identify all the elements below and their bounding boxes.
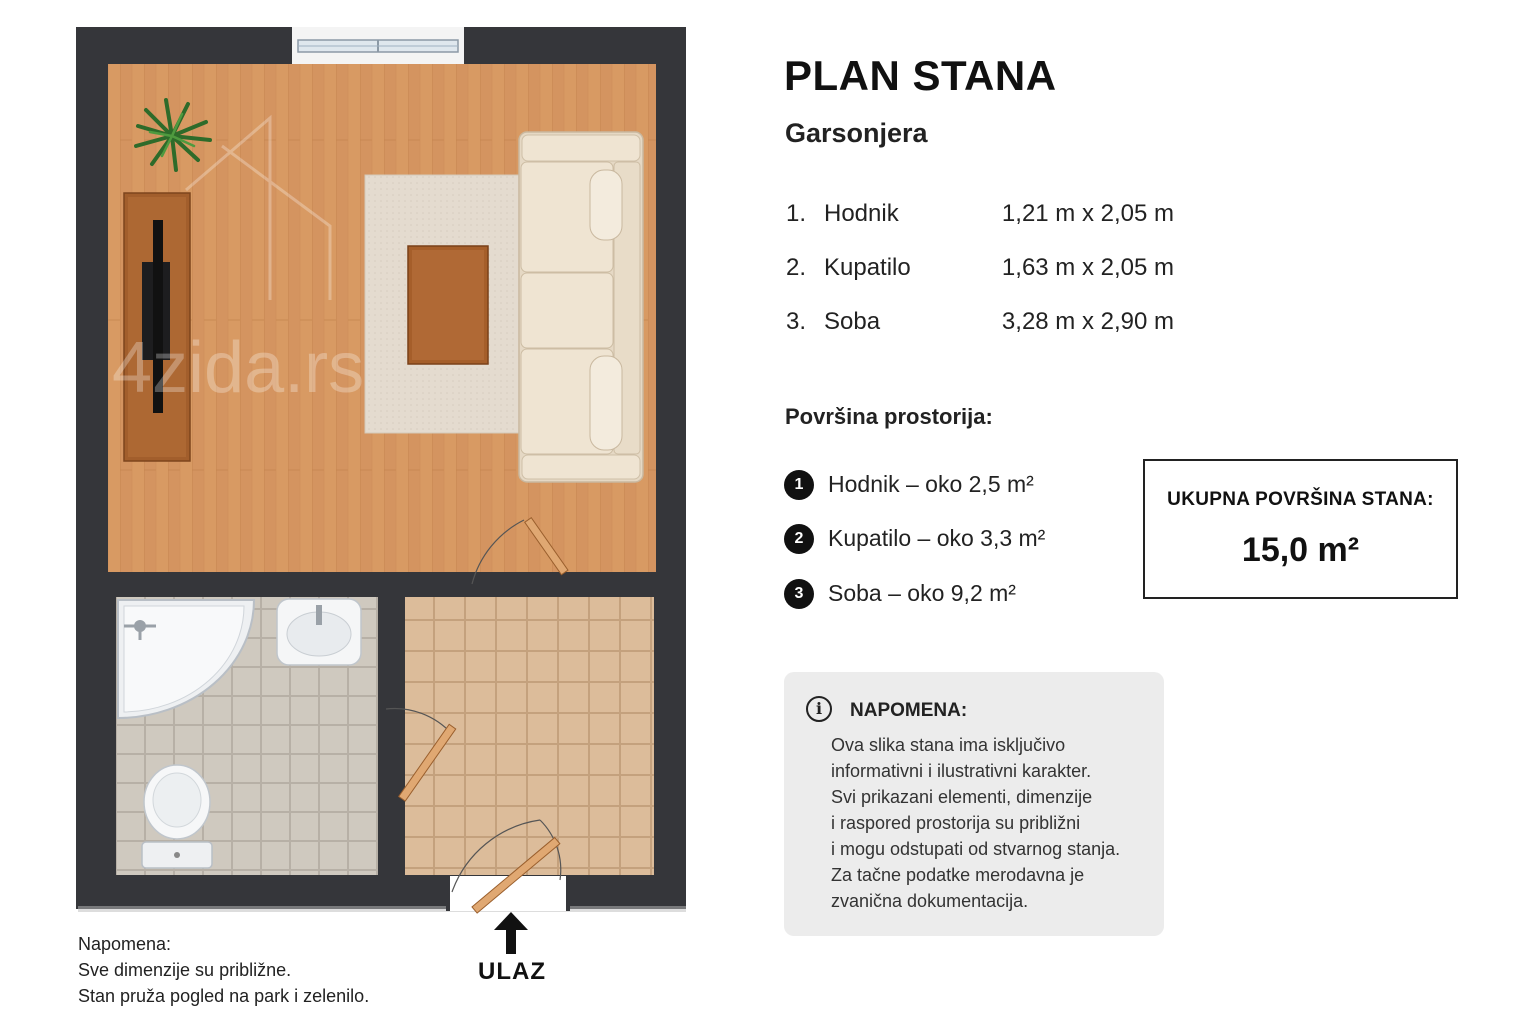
area-text: Soba – oko 9,2 m²	[828, 580, 1016, 606]
note-box	[784, 672, 1164, 936]
area-row	[784, 523, 1114, 555]
dimension-row	[786, 308, 1186, 338]
dimension-room: Hodnik	[824, 200, 899, 227]
dimension-number: 2.	[786, 254, 807, 281]
note-title: NAPOMENA:	[850, 700, 968, 721]
dimension-row	[786, 200, 1186, 230]
note-line: i raspored prostorija su približni	[831, 813, 1081, 833]
total-area-box	[1143, 459, 1458, 599]
total-area-label: UKUPNA POVRŠINA STANA:	[1167, 489, 1434, 510]
dimension-value: 1,21 m x 2,05 m	[1001, 200, 1174, 227]
dimension-room: Kupatilo	[824, 254, 911, 281]
note-line: informativni i ilustrativni karakter.	[831, 761, 1092, 781]
info-icon: i	[806, 696, 832, 722]
bottom-note-line: Napomena:	[78, 934, 172, 954]
area-row	[784, 578, 1114, 610]
tv-stand	[124, 193, 190, 461]
dimension-value: 3,28 m x 2,90 m	[1001, 308, 1174, 335]
entrance-label: ULAZ	[478, 958, 546, 985]
total-area-value: 15,0 m²	[1241, 531, 1360, 569]
svg-text:4zida.rs: 4zida.rs	[112, 328, 365, 408]
bottom-note-line: Stan pruža pogled na park i zelenilo.	[78, 986, 370, 1006]
number-badge: 2	[784, 524, 814, 554]
dimension-number: 3.	[786, 308, 807, 335]
dimension-number: 1.	[786, 200, 807, 227]
number-badge: 1	[784, 470, 814, 500]
note-line: Ova slika stana ima isključivo	[831, 735, 1066, 755]
note-line: i mogu odstupati od stvarnog stanja.	[831, 839, 1121, 859]
dimension-row	[786, 254, 1186, 284]
note-line: Svi prikazani elementi, dimenzije	[831, 787, 1093, 807]
floor-plan	[0, 0, 700, 1024]
window	[292, 27, 464, 64]
page-subtitle: Garsonjera	[785, 118, 928, 148]
toilet	[142, 765, 212, 868]
arrow-up-icon	[494, 912, 528, 954]
dimension-room: Soba	[824, 308, 881, 335]
number-badge: 3	[784, 579, 814, 609]
area-row	[784, 469, 1114, 501]
interior-wall	[108, 572, 472, 597]
bottom-note-line: Sve dimenzije su približne.	[78, 960, 292, 980]
area-text: Hodnik – oko 2,5 m²	[828, 471, 1034, 497]
sink	[277, 599, 361, 665]
area-text: Kupatilo – oko 3,3 m²	[828, 525, 1046, 551]
sofa	[519, 132, 643, 482]
page-title: PLAN STANA	[784, 52, 1057, 99]
note-line: Za tačne podatke merodavna je	[831, 865, 1085, 885]
note-line: zvanična dokumentacija.	[831, 891, 1029, 911]
coffee-table	[408, 246, 488, 364]
dimension-value: 1,63 m x 2,05 m	[1001, 254, 1174, 281]
areas-title: Površina prostorija:	[785, 404, 993, 429]
interior-wall	[378, 597, 405, 709]
